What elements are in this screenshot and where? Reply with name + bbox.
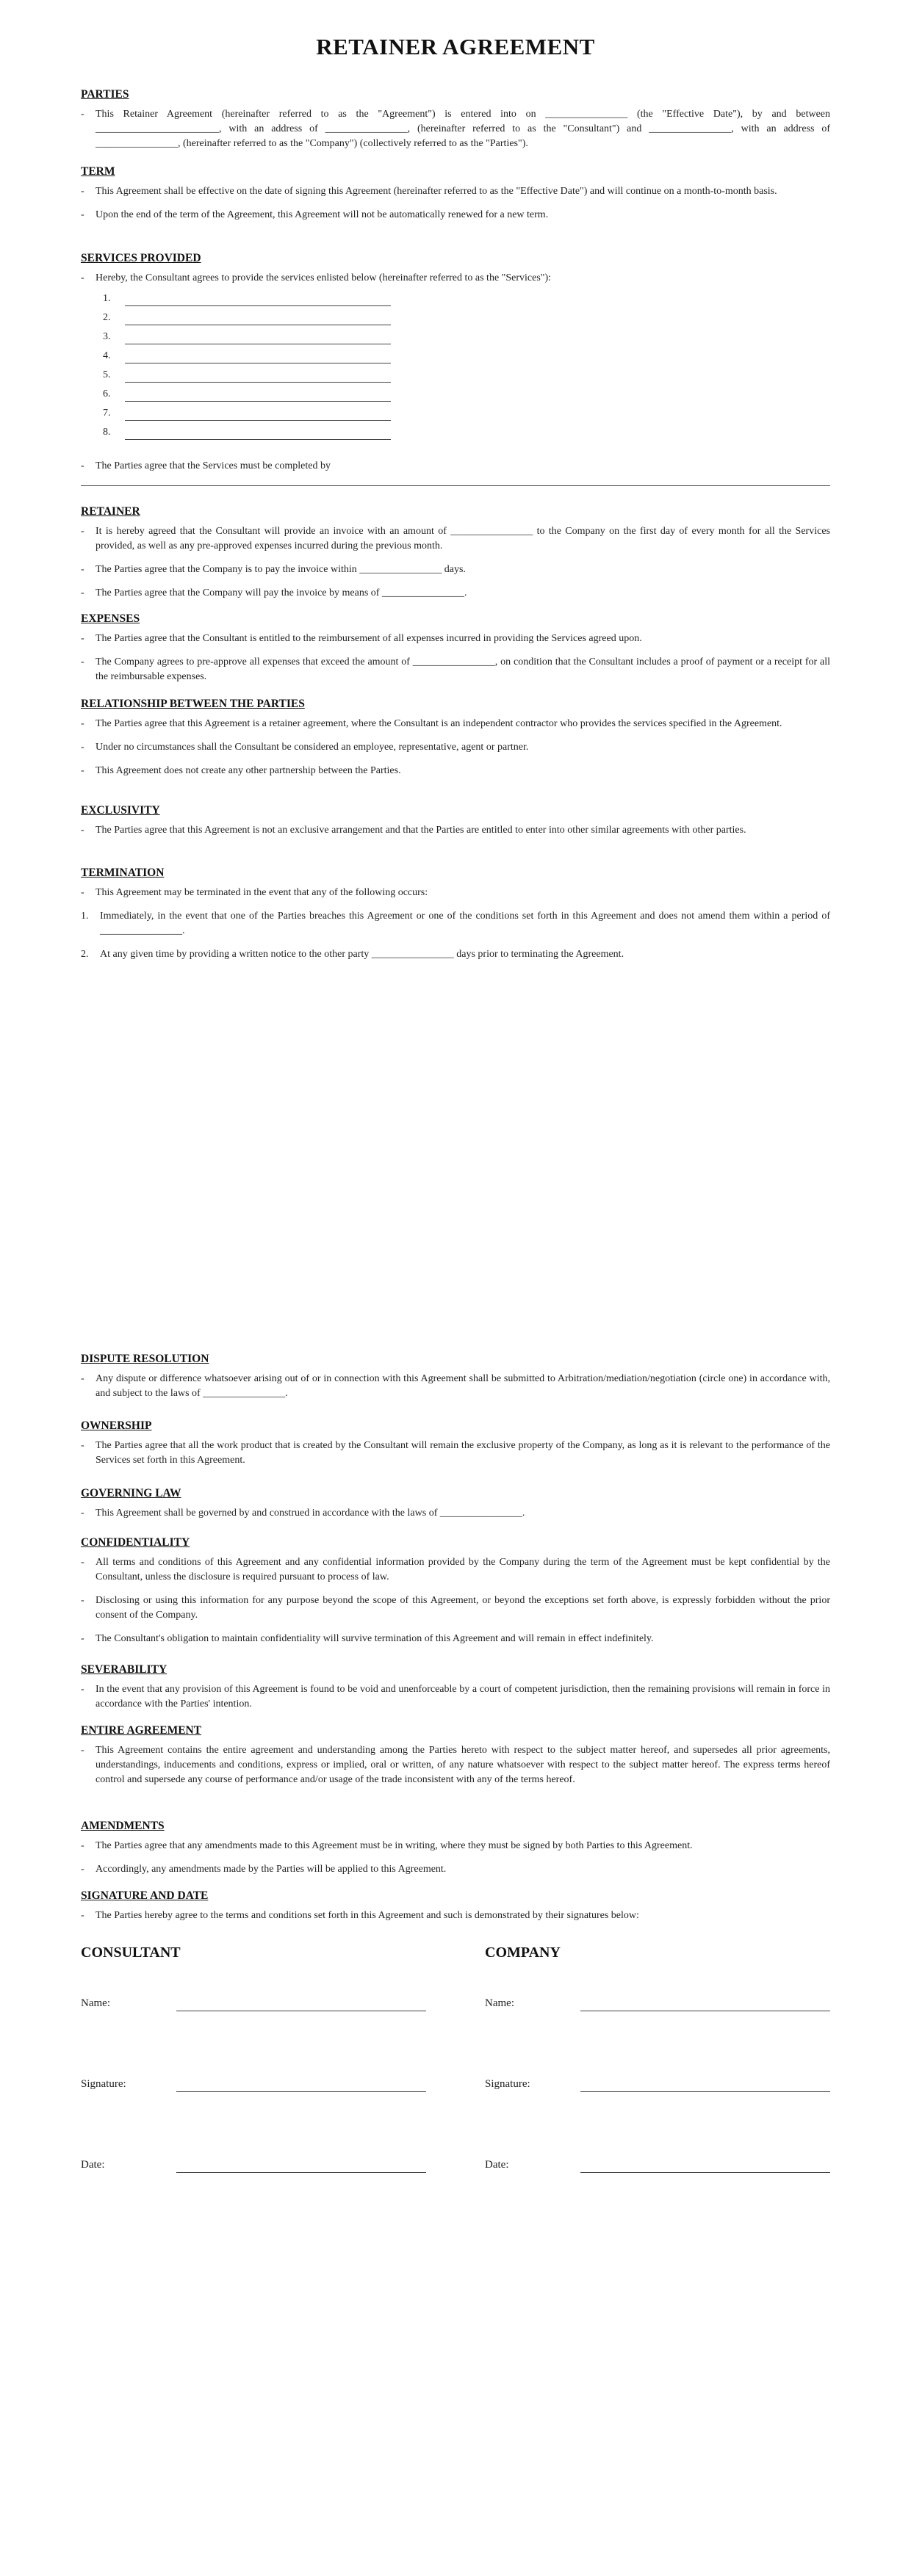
service-line — [81, 368, 830, 387]
section-heading: RELATIONSHIP BETWEEN THE PARTIES — [81, 698, 305, 710]
services-list — [81, 292, 830, 444]
clause-text: It is hereby agreed that the Consultant will provide an invoice with an amount of ________________ to the Company on the first day of every month for all the Services provided, as well as any pre-approved expenses incurred during the previous month. — [96, 526, 830, 551]
service-blank-line[interactable] — [125, 305, 391, 306]
service-number: 2. — [103, 312, 111, 323]
bullet-marker: - — [81, 1508, 84, 1519]
clause — [81, 184, 830, 199]
clause-text: Hereby, the Consultant agrees to provide the services enlisted below (hereinafter referred to as the "Services"): — [96, 272, 552, 283]
service-line — [81, 406, 830, 425]
clause-text: This Agreement shall be governed by and construed in accordance with the laws of ________________. — [96, 1508, 525, 1519]
section-heading: PARTIES — [81, 88, 129, 101]
bullet-marker: - — [81, 1684, 84, 1695]
service-number: 6. — [103, 388, 111, 399]
section-signature — [81, 1889, 830, 1932]
section-entire-agreement — [81, 1724, 830, 1796]
bullet-marker: - — [81, 825, 84, 836]
bullet-marker: - — [81, 718, 84, 729]
clause-text: Accordingly, any amendments made by the Parties will be applied to this Agreement. — [96, 1864, 447, 1875]
clause — [81, 740, 830, 755]
clause — [81, 823, 830, 838]
consultant-signature-label: Signature: — [81, 2078, 126, 2090]
clause-text: This Agreement may be terminated in the event that any of the following occurs: — [96, 887, 428, 898]
service-line — [81, 349, 830, 368]
clause-text: All terms and conditions of this Agreement and any confidential information provided by the Company during the term of the Agreement must be kept confidential by the Consultant, unless the disclosure is required pursuant to process of law. — [96, 1557, 830, 1582]
clause-text: The Parties agree that this Agreement is a retainer agreement, where the Consultant is an independent contractor who provides the services specified in the Agreement. — [96, 718, 782, 729]
clause-text: Upon the end of the term of the Agreement, this Agreement will not be automatically renewed for a new term. — [96, 209, 549, 220]
clause — [81, 208, 830, 222]
clause — [81, 459, 830, 474]
section-heading: EXCLUSIVITY — [81, 804, 160, 817]
clause — [81, 632, 830, 646]
clause — [81, 1743, 830, 1787]
clause-text: Under no circumstances shall the Consultant be considered an employee, representative, agent or partner. — [96, 742, 529, 753]
bullet-marker: - — [81, 633, 84, 644]
service-line — [81, 292, 830, 311]
bullet-marker: - — [81, 1633, 84, 1644]
section-heading: SERVICES PROVIDED — [81, 252, 201, 264]
bullet-marker: - — [81, 272, 84, 283]
service-blank-line[interactable] — [125, 382, 391, 383]
company-date-label: Date: — [485, 2159, 509, 2171]
clause-number: 1. — [81, 911, 89, 922]
clause-text: The Parties agree that the Company is to pay the invoice within ________________ days. — [96, 564, 466, 575]
bullet-marker: - — [81, 587, 84, 598]
bullet-marker: - — [81, 1595, 84, 1606]
bullet-marker: - — [81, 1745, 84, 1756]
service-line — [81, 330, 830, 349]
clause — [81, 524, 830, 554]
section-expenses — [81, 612, 830, 693]
clause-text: In the event that any provision of this Agreement is found to be void and unenforceable by a court of competent jurisdiction, then the remaining provisions will remain in force in accordance with the Parties' intention. — [96, 1684, 830, 1710]
bullet-marker: - — [81, 1440, 84, 1451]
clause-text: The Company agrees to pre-approve all expenses that exceed the amount of ________________, on condition that the Consultant includes a proof of payment or a receipt for all the reimbursable expenses. — [96, 656, 830, 682]
clause-text: This Agreement does not create any other partnership between the Parties. — [96, 765, 401, 776]
clause — [81, 1682, 830, 1712]
clause-text: This Agreement contains the entire agreement and understanding among the Parties hereto with respect to the subject matter hereof, and supersedes all prior agreements, understandings, inducements and conditions, express or implied, oral or written, of any nature whatsoever with respect to the subject matter hereof. The express terms hereof control and supersede any course of performance and/or usage of the trade inconsistent with any of the terms hereof. — [96, 1745, 830, 1785]
clause-text: Immediately, in the event that one of the Parties breaches this Agreement or one of the conditions set forth in this Agreement and does not amend them within a period of ________________. — [100, 911, 830, 936]
bullet-marker: - — [81, 1840, 84, 1851]
section-heading: TERMINATION — [81, 866, 165, 879]
service-number: 5. — [103, 369, 111, 380]
clause-text: The Consultant's obligation to maintain confidentiality will survive termination of this Agreement and will remain in effect indefinitely. — [96, 1633, 654, 1644]
clause — [81, 1439, 830, 1468]
document-title: RETAINER AGREEMENT — [316, 34, 595, 59]
service-number: 4. — [103, 350, 111, 361]
clause-text: The Parties hereby agree to the terms and conditions set forth in this Agreement and such is demonstrated by their signatures below: — [96, 1910, 639, 1921]
clause — [81, 586, 830, 601]
bullet-marker: - — [81, 742, 84, 753]
completion-date-line[interactable] — [81, 485, 830, 486]
bullet-marker: - — [81, 1864, 84, 1875]
company-signature-label: Signature: — [485, 2078, 530, 2090]
clause — [81, 886, 830, 900]
clause — [81, 1593, 830, 1623]
company-heading: COMPANY — [485, 1944, 561, 1961]
clause — [81, 107, 830, 151]
service-line — [81, 425, 830, 444]
bullet-marker: - — [81, 209, 84, 220]
service-number: 1. — [103, 293, 111, 304]
section-heading: AMENDMENTS — [81, 1820, 165, 1832]
clause-text: Disclosing or using this information for any purpose beyond the scope of this Agreement, or beyond the exceptions set forth above, is expressly forbidden without the prior consent of the Company. — [96, 1595, 830, 1621]
bullet-marker: - — [81, 765, 84, 776]
numbered-clause — [81, 909, 830, 938]
section-heading: EXPENSES — [81, 612, 140, 625]
consultant-date-line[interactable] — [176, 2172, 426, 2173]
clause — [81, 1555, 830, 1585]
service-number: 7. — [103, 408, 111, 419]
section-dispute-resolution — [81, 1353, 830, 1410]
section-amendments — [81, 1820, 830, 1886]
service-blank-line[interactable] — [125, 401, 391, 402]
bullet-marker: - — [81, 1910, 84, 1921]
consultant-name-label: Name: — [81, 1997, 110, 2009]
clause — [81, 717, 830, 731]
clause — [81, 271, 830, 286]
section-heading: TERM — [81, 165, 115, 178]
clause — [81, 1839, 830, 1853]
section-heading: SEVERABILITY — [81, 1663, 168, 1676]
bullet-marker: - — [81, 1373, 84, 1384]
clause-text: The Parties agree that the Company will pay the invoice by means of ________________. — [96, 587, 467, 598]
bullet-marker: - — [81, 656, 84, 667]
clause-text: This Retainer Agreement (hereinafter referred to as the "Agreement") is entered into on ________________ (the "Effective Date"), by and between ________________________, with an address of ________________, (hereinafter referred to as the "Consultant") and ________________, with an address of ________________, (hereinafter referred to as the "Company") (collectively referred to as the "Parties"). — [96, 109, 830, 149]
section-relationship — [81, 698, 830, 787]
section-heading: GOVERNING LAW — [81, 1487, 181, 1499]
service-blank-line[interactable] — [125, 420, 391, 421]
service-line — [81, 387, 830, 406]
consultant-signature-line[interactable] — [176, 2091, 426, 2092]
clause — [81, 1506, 830, 1521]
service-number: 3. — [103, 331, 111, 342]
section-term — [81, 165, 830, 231]
clause-text: This Agreement shall be effective on the date of signing this Agreement (hereinafter referred to as the "Effective Date") and will continue on a month-to-month basis. — [96, 186, 777, 197]
bullet-marker: - — [81, 1557, 84, 1568]
section-governing-law — [81, 1487, 830, 1530]
clause-text: At any given time by providing a written notice to the other party ________________ days prior to terminating the Agreement. — [100, 949, 624, 960]
section-services — [81, 252, 830, 486]
service-line — [81, 311, 830, 330]
section-heading: OWNERSHIP — [81, 1419, 152, 1432]
clause-text: The Parties agree that the Consultant is entitled to the reimbursement of all expenses incurred in providing the Services agreed upon. — [96, 633, 642, 644]
section-exclusivity — [81, 804, 830, 847]
clause — [81, 764, 830, 778]
numbered-clause — [81, 947, 830, 962]
section-heading: DISPUTE RESOLUTION — [81, 1353, 209, 1365]
consultant-date-label: Date: — [81, 2159, 105, 2171]
bullet-marker: - — [81, 186, 84, 197]
service-number: 8. — [103, 427, 111, 438]
bullet-marker: - — [81, 109, 84, 120]
clause — [81, 1632, 830, 1646]
section-severability — [81, 1663, 830, 1721]
clause — [81, 1372, 830, 1401]
clause-text: Any dispute or difference whatsoever arising out of or in connection with this Agreement shall be submitted to Arbitration/mediation/negotiation (circle one) in accordance with, and subject to the laws of ________________. — [96, 1373, 830, 1399]
bullet-marker: - — [81, 526, 84, 537]
section-heading: ENTIRE AGREEMENT — [81, 1724, 202, 1737]
section-parties — [81, 88, 830, 160]
clause — [81, 655, 830, 684]
clause-text: The Parties agree that any amendments made to this Agreement must be in writing, where they must be signed by both Parties to this Agreement. — [96, 1840, 693, 1851]
section-termination — [81, 866, 830, 971]
bullet-marker: - — [81, 564, 84, 575]
clause — [81, 562, 830, 577]
company-signature-line[interactable] — [580, 2091, 830, 2092]
bullet-marker: - — [81, 460, 84, 471]
clause — [81, 1862, 830, 1877]
section-heading: SIGNATURE AND DATE — [81, 1889, 209, 1902]
clause-text: The Parties agree that the Services must be completed by — [96, 460, 331, 471]
section-ownership — [81, 1419, 830, 1477]
company-date-line[interactable] — [580, 2172, 830, 2173]
clause-text: The Parties agree that this Agreement is not an exclusive arrangement and that the Parties are entitled to enter into other similar agreements with other parties. — [96, 825, 746, 836]
section-heading: CONFIDENTIALITY — [81, 1536, 190, 1549]
bullet-marker: - — [81, 887, 84, 898]
clause-number: 2. — [81, 949, 89, 960]
section-heading: RETAINER — [81, 505, 140, 518]
section-retainer — [81, 505, 830, 609]
section-confidentiality — [81, 1536, 830, 1655]
clause — [81, 1909, 830, 1923]
company-name-label: Name: — [485, 1997, 514, 2009]
clause-text: The Parties agree that all the work product that is created by the Consultant will remain the exclusive property of the Company, as long as it is relevant to the performance of the Services set forth in this Agreement. — [96, 1440, 830, 1466]
consultant-heading: CONSULTANT — [81, 1944, 181, 1961]
service-blank-line[interactable] — [125, 439, 391, 440]
